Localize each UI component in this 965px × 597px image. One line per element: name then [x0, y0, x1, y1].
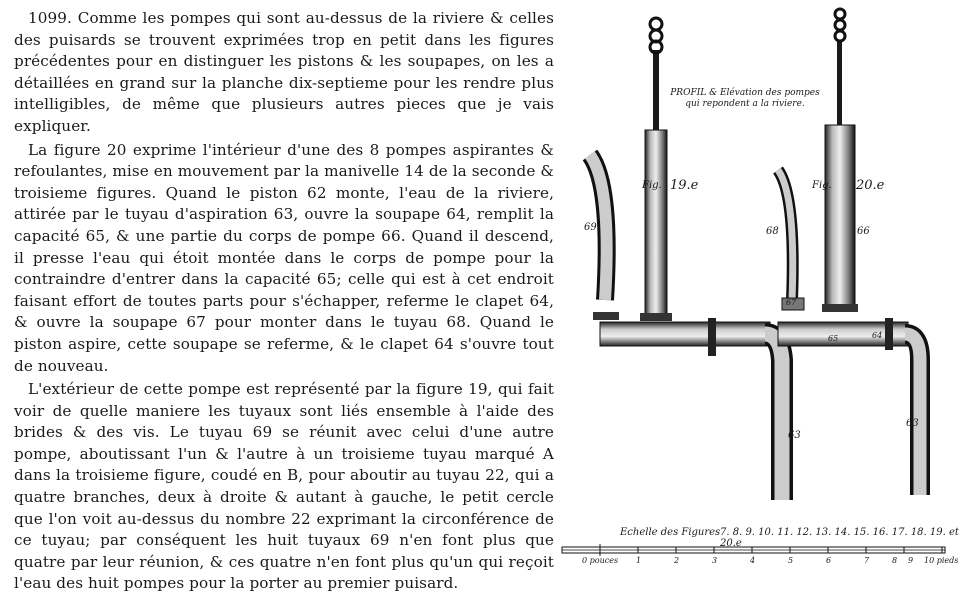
- scale-tick-5: 5: [788, 556, 794, 565]
- scale-caption: Echelle des Figures: [620, 527, 721, 538]
- paragraph-figure-19: L'extérieur de cette pompe est représenté par la figure 19, qui fait voir de quelle maniere les tuyaux sont liés ensemble à l'aide des brides & des vis. Le tuyau 69 se réunit avec celui d'une autre pompe, aboutissant l'un & l'autre à un troisieme tuyau marqué A dans la troisieme figure, coudé en B, pour aboutir au tuyau 22, qui a quatre branches, deux à droite & autant à gauche, le petit cercle que l'on voit au-dessus du nombre 22 exprimant la circonférence de ce tuyau; par conséquent les huit tuyaux 69 n'en font plus que quatre par leur réunion, & ces quatre n'en font plus qu'un qui reçoit l'eau des huit pompes pour la porter au premier puisard.: [14, 380, 554, 593]
- engraving-plate: [560, 0, 965, 583]
- scale-tick-7: 7: [864, 556, 870, 565]
- label-63-fig19: 63: [788, 430, 801, 441]
- scale-tick-9: 9: [908, 556, 914, 565]
- label-68: 68: [766, 226, 779, 237]
- scale-tick-1: 1: [636, 556, 642, 565]
- figure-20: [778, 9, 920, 495]
- fig19-number: 19.e: [670, 178, 699, 193]
- scale-tick-4: 4: [750, 556, 756, 565]
- label-63-fig20: 63: [906, 418, 919, 429]
- plate-title: [670, 88, 820, 110]
- label-65: 65: [828, 334, 839, 343]
- text-column: [14, 8, 554, 597]
- fig20-number: 20.e: [856, 178, 885, 193]
- label-66: 66: [857, 226, 870, 237]
- scale-tick-3: 3: [712, 556, 718, 565]
- plate-title-line-2: qui repondent a la riviere.: [685, 99, 805, 109]
- paragraph-1099: 1099. Comme les pompes qui sont au-dessus de la riviere & celles des puisards se trouvent exprimées trop en petit dans les figures précédentes pour en distinguer les pistons & les soupapes, on les a détaillées en grand sur la planche dix-septieme pour les rendre plus intelligibles, de même que plusieurs autres pieces que je vais expliquer.: [14, 9, 554, 135]
- paragraph-figure-20: La figure 20 exprime l'intérieur d'une des 8 pompes aspirantes & refoulantes, mise en mouvement par la manivelle 14 de la seconde & troisieme figures. Quand le piston 62 monte, l'eau de la riviere, attirée par le tuyau d'aspiration 63, ouvre la soupape 64, remplit la capacité 65, & une partie du corps de pompe 66. Quand il descend, il presse l'eau qui étoit montée dans le corps de pompe pour la contraindre d'entrer dans la capacité 65; celle qui est à cet endroit faisant effort de toutes parts pour s'échapper, referme le clapet 64, & ouvre la soupape 67 pour monter dans le tuyau 68. Quand le piston aspire, cette soupape se referme, & le clapet 64 s'ouvre tout de nouveau.: [14, 140, 554, 375]
- fig19-label: Fig.: [642, 180, 662, 191]
- label-67: 67: [786, 298, 797, 307]
- label-64: 64: [872, 331, 883, 340]
- scale-figure-numbers: 7. 8. 9. 10. 11. 12. 13. 14. 15. 16. 17. 18. 19. et 20.e: [720, 527, 959, 549]
- plate-title-line-1: PROFIL & Elévation des pompes: [670, 88, 820, 98]
- scale-right-label: 10 pieds: [924, 556, 959, 565]
- fig20-label: Fig.: [812, 180, 832, 191]
- scale-tick-8: 8: [892, 556, 898, 565]
- scale-tick-6: 6: [826, 556, 832, 565]
- scale-left-label: 0 pouces: [582, 556, 619, 565]
- label-69: 69: [584, 222, 597, 233]
- scale-tick-2: 2: [674, 556, 680, 565]
